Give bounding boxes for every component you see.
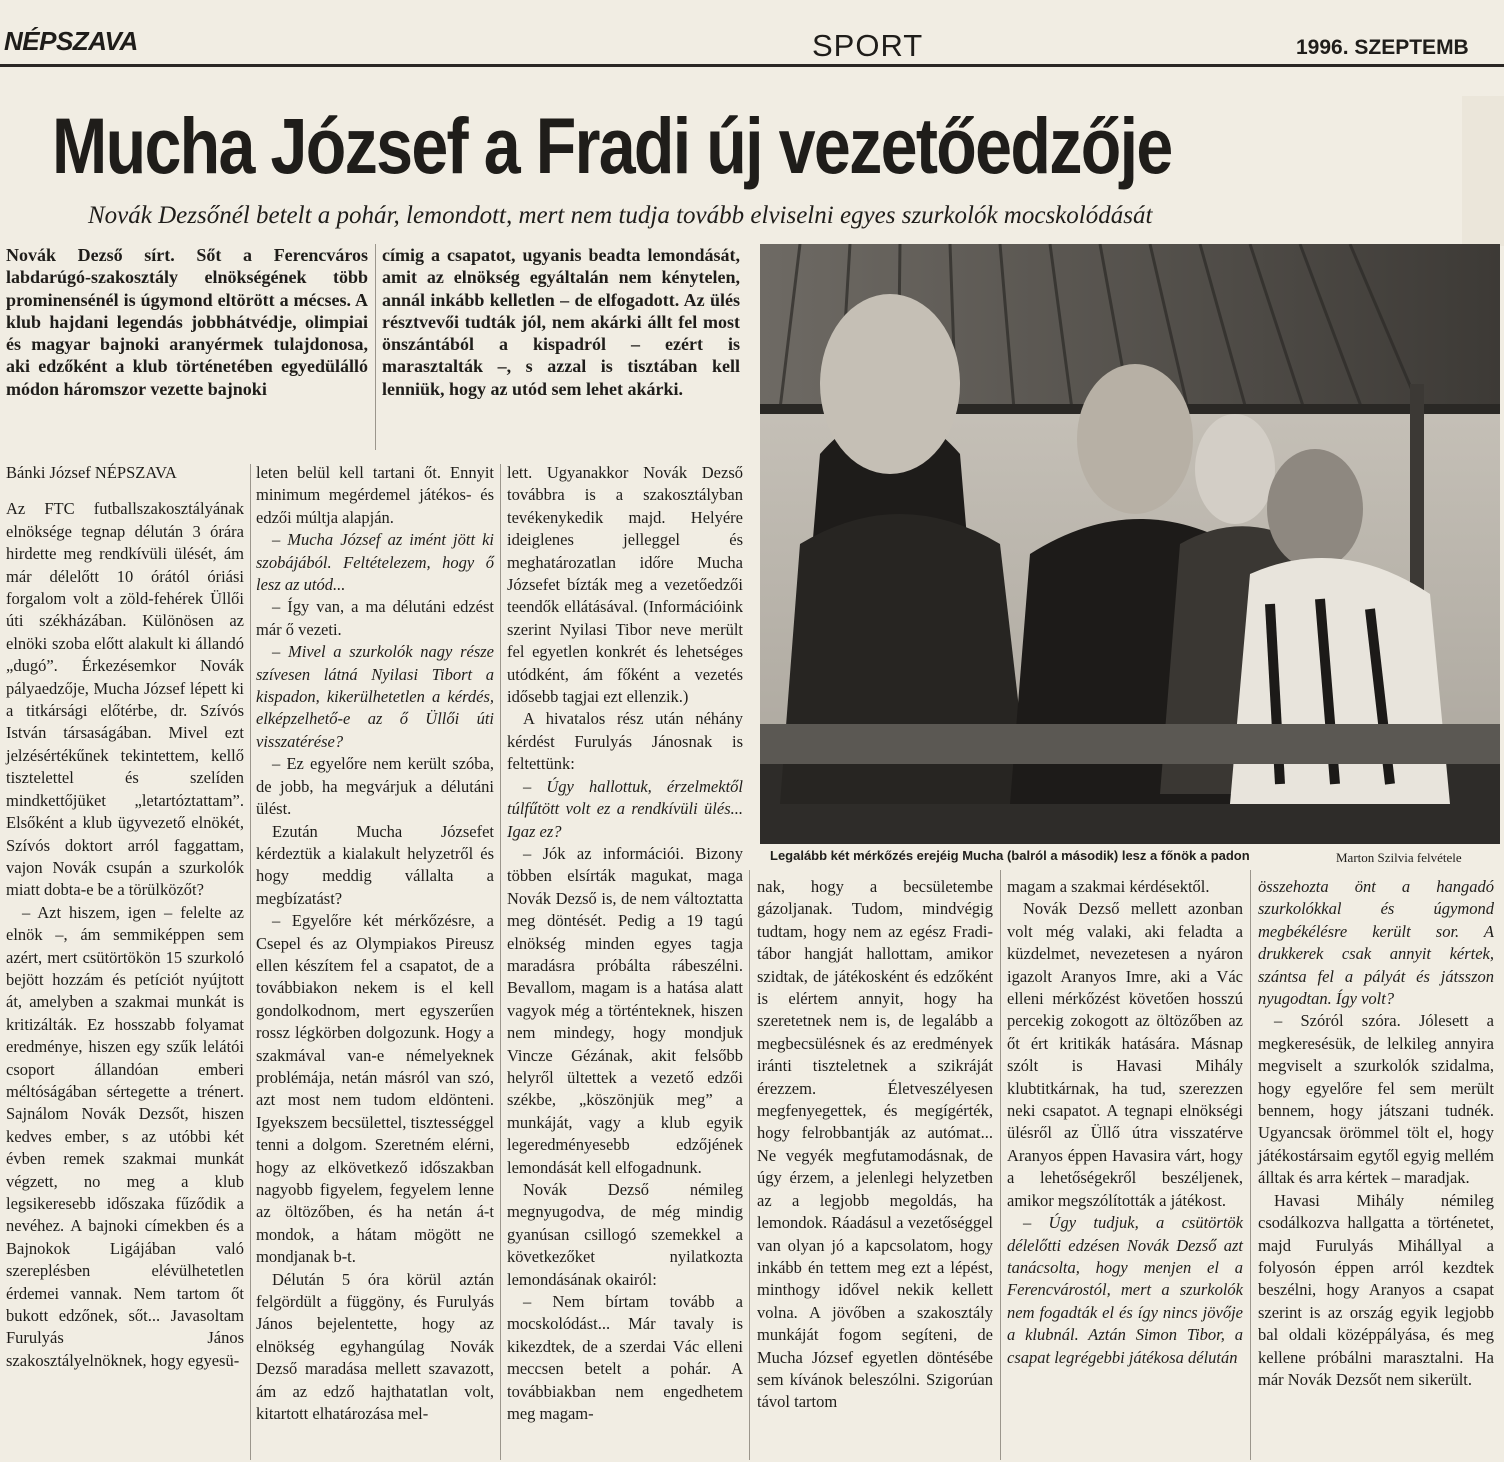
column-rule (749, 870, 750, 1460)
article-column-4 (757, 876, 993, 1414)
subheadline: Novák Dezsőnél betelt a pohár, lemondott, mert nem tudja tovább elviselni egyes szurkolók mocskolódását (88, 202, 1153, 229)
paragraph: nak, hogy a becsületembe gázoljanak. Tudom, mindvégig tudtam, hogy nem az egész Fradi-tábor hangját hallottam, amikor szidtak, de játékosként és edzőként is elértem annyit, hogy ha szeretetnek nem is, de legalább a megbecsülésnek és az eredmények iránti tiszteletnek a szikráját érezzem. Életveszélyesen megfenyegettek, és megígérték, hogy felrobbantják az autómat... Ne vegyék megfutamodásnak, de úgy érzem, a jelenlegi helyzetben az a legjobb megoldás, ha lemondok. Ráadásul a vezetőséggel van olyan jó a kapcsolatom, hogy inkább én tettem meg ezt a lépést, minthogy idővel nekik kellett volna. A jövőben a szakosztály munkáját fogom segíteni, de Mucha József egyetlen döntésébe sem kívánok beleszólni. Szigorúan távol tartom (757, 877, 993, 1412)
article-column-2 (256, 462, 494, 1425)
paragraph: leten belül kell tartani őt. Ennyit minimum megérdemel játékos- és edzői múltja alapján. (256, 463, 494, 527)
column-rule (375, 244, 376, 450)
column-rule (500, 464, 501, 1460)
article-column-5 (1007, 876, 1243, 1369)
paragraph: lett. Ugyanakkor Novák Dezső továbbra is a szakosztályban tevékenykedik majd. Helyére ideiglenes jelleggel és meghatározatlan időre Mucha Józsefet bízták meg a vezetőedzői teendők ellátásával. (Információink szerint Nyilasi Tibor neve merült fel egyetlen konkrét és lehetséges utódként, ám főként a vezetés idősebb tagjai ezt ellenzik.) (507, 463, 743, 707)
photo-credit: Marton Szilvia felvétele (1336, 850, 1462, 865)
paragraph: – Szóról szóra. Jólesett a megkeresésük, de lelkileg annyira megviselt a szurkolók szidalma, hogy egyelőre fel sem merült bennem, hogy játszani tudnék. Ugyancsak örömmel tölt el, hogy játékostársaim egytől egyig mellém álltak és arra kértek – maradjak. (1258, 1011, 1494, 1188)
question: – Mivel a szurkolók nagy része szívesen látná Nyilasi Tibort a kispadon, kikerülhetetlen a kérdés, elképzelhető-e az ő Üllői úti visszatérése? (256, 642, 494, 751)
headline: Mucha József a Fradi új vezetőedzője (52, 101, 1172, 190)
lede-right: címig a csapatot, ugyanis beadta lemondását, amit az elnökség egyáltalán nem kénytelen, annál inkább kelletlen – de elfogadott. Az ülés résztvevői tudták jól, nem akárki állt fel most önszántából a kispadról – ezért is marasztalták –, s azzal is tisztában kell lenniük, hogy az utód sem lehet akárki. (382, 245, 740, 399)
paragraph: A hivatalos rész után néhány kérdést Furulyás Jánosnak is feltettünk: (507, 709, 743, 774)
lede-left: Novák Dezső sírt. Sőt a Ferencváros labdarúgó-szakosztály elnökségének több prominensénél is úgymond eltörött a mécses. A klub hajdani legendás jobbhátvédje, olimpiai és magyar bajnoki aranyérmek tulajdonosa, aki edzőként a klub történetében egyedülálló módon háromszor vezette bajnoki (6, 245, 368, 399)
question: – Úgy tudjuk, a csütörtök délelőtti edzésen Novák Dezső azt tanácsolta, hogy menjen el a Ferencvárostól, mert a szurkolók nem fogadták el és így nincs jövője a klubnál. Aztán Simon Tibor, a csapat legrégebbi játékosa délután (1007, 1213, 1243, 1367)
paragraph: Havasi Mihály némileg csodálkozva hallgatta a történetet, majd Furulyás Mihállyal a folyosón éppen arról kezdtek beszélni, hogy Aranyos a csapat szerint is az ország egyik legjobb bal oldali középpályása, és meg kellene próbálni marasztalni. Ha már Novák Dezsőt nem sikerült. (1258, 1190, 1494, 1389)
column-rule (1000, 870, 1001, 1460)
paragraph: Novák Dezső mellett azonban volt még valaki, aki feladta a küzdelmet, nevezetesen a nyáron igazolt Aranyos Imre, aki a Vác elleni mérkőzést követően hosszú percekig zokogott az öltözőben az őt ért kritikák hatására. Másnap szólt is Havasi Mihály klubtitkárnak, ha tud, szerezzen neki csapatot. A tegnapi elnökségi ülésről az Üllő útra visszatérve Aranyos éppen Havasira várt, hogy a lehetőségekről beszéljenek, amikor megszólították a játékost. (1007, 899, 1243, 1210)
article-column-3 (507, 462, 743, 1425)
paragraph: – Egyelőre két mérkőzésre, a Csepel és az Olympiakos Pireusz ellen készítem fel a csapatot, de a továbbiakon nekem is el kell gondolkodnom, mert egyszerűen rossz légkörben dolgozunk. Hogy a szakmával van-e némelyeknek problémája, netán másról van szó, azt most nem tudom eldönteni. Igyekszem becsülettel, tisztességgel tenni a dolgom. Szeretném elérni, hogy az elkövetkező időszakban nagyobb figyelem, fegyelem lenne az öltözőben, és ha netán á-t mondok, a hátam mögött ne mondjanak b-t. (256, 911, 494, 1267)
paragraph: – Jók az információi. Bizony többen elsírták magukat, maga Novák Dezső is, de nem változtatta meg döntését. Pedig a 19 tagú elnökség minden egyes tagja maradásra próbálta rábeszélni. Bevallom, magam is a hatása alatt vagyok még a történteknek, hiszen nem mindegy, hogy mondjuk Vincze Gézának, akit felsőbb helyről ültettek a vezető edzői székbe, „köszönjük meg” a munkáját, vagy a klub egyik legeredményesebb edzőjének lemondását kell elfogadnunk. (507, 843, 743, 1177)
question: – Úgy hallottuk, érzelmektől túlfűtött volt ez a rendkívüli ülés... Igaz ez? (507, 776, 743, 841)
paragraph: – Így van, a ma délutáni edzést már ő vezeti. (256, 597, 494, 639)
photo-caption: Legalább két mérkőzés erejéig Mucha (balról a második) lesz a főnök a padon (770, 848, 1250, 863)
section-name: SPORT (812, 28, 924, 63)
column-rule (250, 464, 251, 1460)
paragraph: Az FTC futballszakosztályának elnöksége tegnap délután 3 órára hirdette meg rendkívüli ülését, ám már délelőtt 10 órától óriási forgalom volt a zöld-fehérek Üllői úti székházában. Különösen az elnöki szoba előtt alakult ki állandó „dugó”. Érkezésemkor Novák pályaedzője, Mucha József lépett ki a titkársági előtérbe, dr. Szívós István társaságában. Mivel ezt jelzésértékűnek tekintettem, kellő tisztelettel és szelíden mindkettőjüket „letartóztattam”. Elsőként a klub ügyvezető elnökét, Szívós doktort arról faggattam, vajon Novák csupán a szurkolók miatt dobta-e be a törülközőt? (6, 499, 244, 900)
paragraph: Délután 5 óra körül aztán felgördült a függöny, és Furulyás János bejelentette, hogy az elnökség egyhangúlag Novák Dezső maradása mellett szavazott, ám az edző hajthatatlan volt, kitartott elhatározása mel- (256, 1269, 494, 1424)
paragraph: – Azt hiszem, igen – felelte az elnök –, ám semmiképpen sem azért, mert csütörtökön 15 szurkoló bejött hozzám és petíciót nyújtott át, amelyben a szakmai munkát is kritizálták. Ez hosszabb folyamat eredménye, hiszen egy szűk lelátói csoport állandóan emberi méltóságában sértegette a trénert. Sajnálom Novák Dezsőt, hiszen kedves ember, s az utóbbi két évben remek szakmai munkát végzett, no meg a klub legsikeresebb időszaka fűződik a nevéhez. A bajnoki címekben és a Bajnokok Ligájában való szereplésben elévülhetetlen érdemei vannak. Nem tartom őt bukott edzőnek, sőt... Javasoltam Furulyás János szakosztályelnöknek, hogy egyesü- (6, 902, 244, 1370)
paragraph: magam a szakmai kérdésektől. (1007, 877, 1210, 896)
bench-photo-image (760, 244, 1500, 844)
issue-date: 1996. SZEPTEMB (1296, 36, 1469, 59)
question: összehozta önt a hangadó szurkolókkal és úgymond megbékélésre került sor. A drukkerek csak annyit kértek, szántsa fel a pályát és játsszon nyugodtan. Így volt? (1258, 877, 1494, 1009)
article-column-6 (1258, 876, 1494, 1391)
paragraph: – Nem bírtam tovább a mocskolódást... Már tavaly is kikezdtek, de a szerdai Vác elleni meccsen betelt a pohár. A továbbiakban nem engedhetem meg magam- (507, 1292, 743, 1424)
newspaper-name: NÉPSZAVA (4, 26, 138, 56)
article-column-1 (6, 462, 244, 1372)
bench-photo (760, 244, 1500, 844)
paragraph: Novák Dezső némileg megnyugodva, de még mindig gyanúsan csillogó szemekkel a következőket nyilatkozta lemondásának okairól: (507, 1180, 743, 1289)
masthead-rule (0, 64, 1504, 67)
question: – Mucha József az imént jött ki szobájából. Feltételezem, hogy ő lesz az utód... (256, 530, 494, 595)
paragraph: – Ez egyelőre nem került szóba, de jobb, ha megvárjuk a délutáni ülést. (256, 754, 494, 819)
paragraph: Ezután Mucha Józsefet kérdeztük a kialakult helyzetről és hogy meddig vállalta a megbízatást? (256, 821, 494, 908)
column-rule (1250, 870, 1251, 1460)
byline: Bánki József NÉPSZAVA (6, 463, 177, 482)
